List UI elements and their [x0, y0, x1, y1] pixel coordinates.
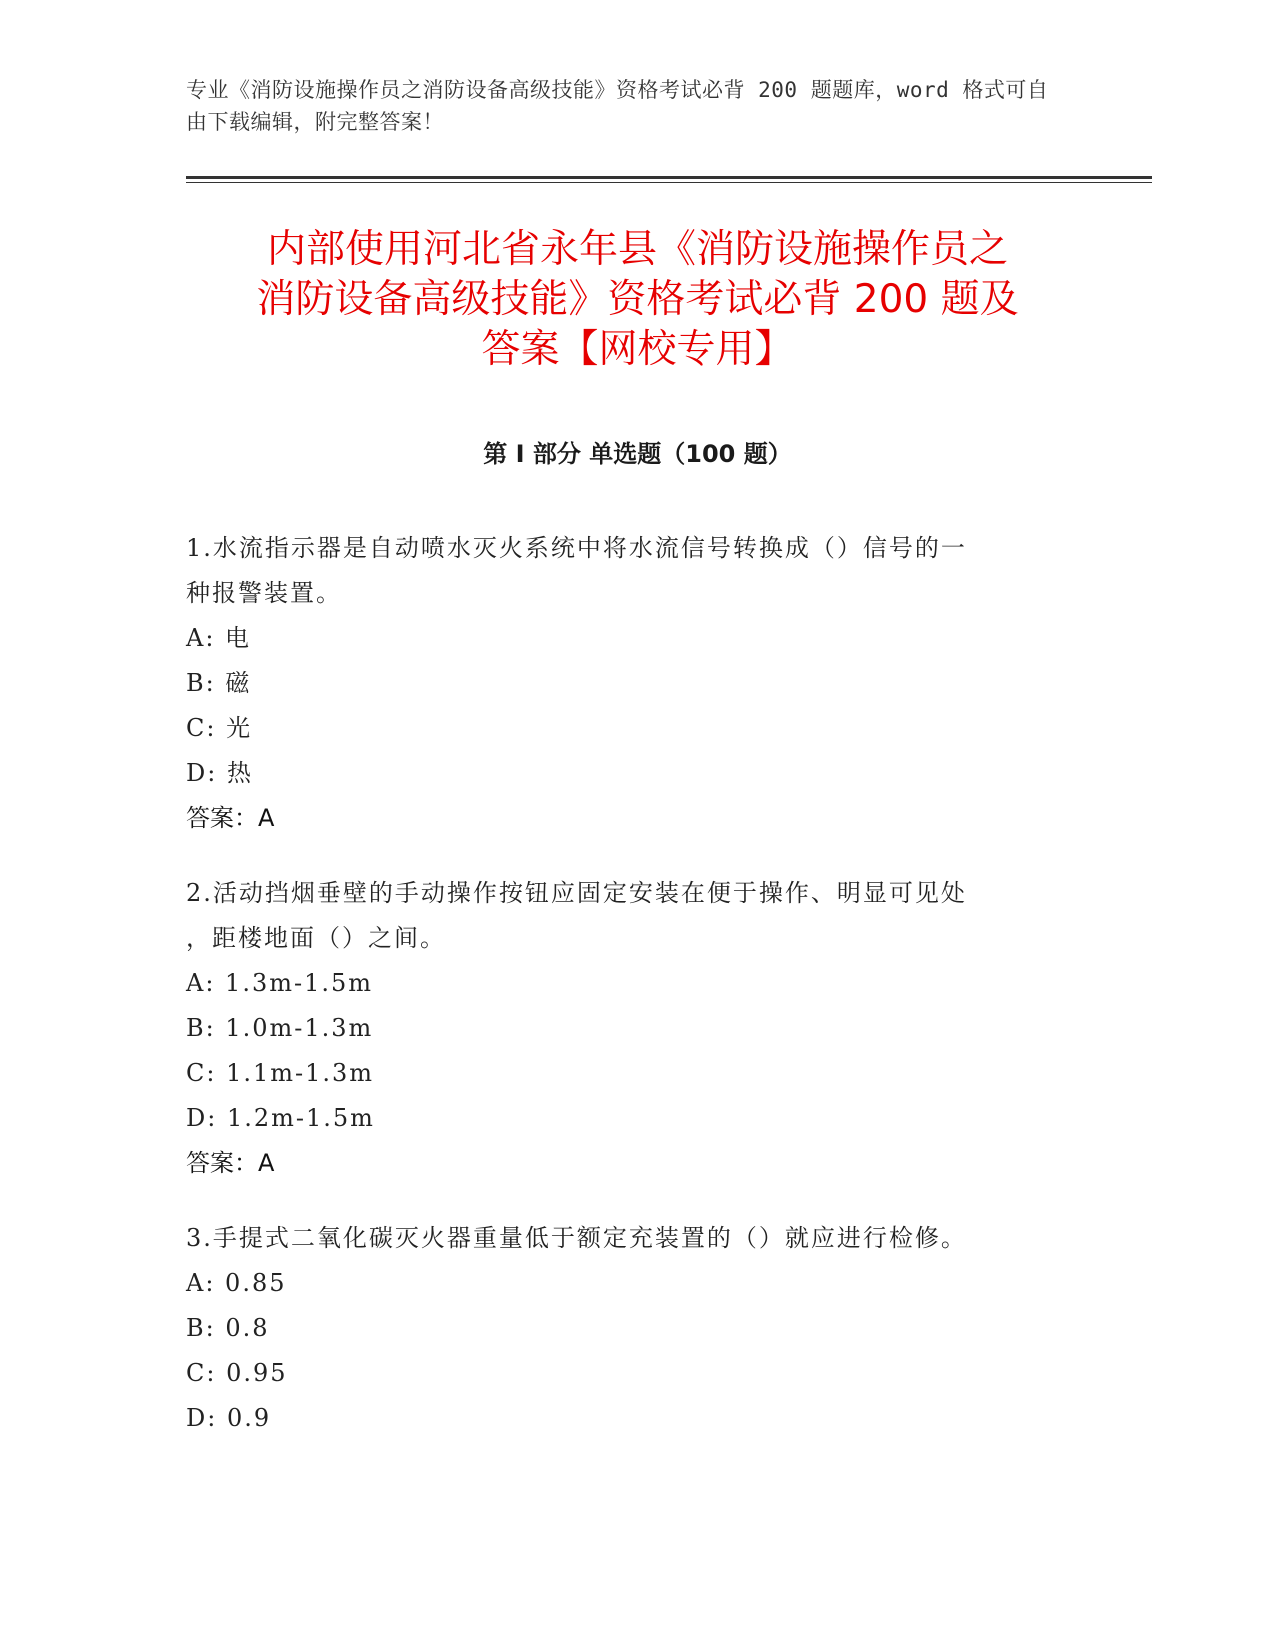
question-list [186, 526, 1066, 1471]
document-title-line-2: 消防设备高级技能》资格考试必背 200 题及 [256, 277, 1019, 322]
question-2-option-a: A: 1.3m-1.5m [186, 969, 374, 997]
question-3-stem-line-1: 3.手提式二氧化碳灭火器重量低于额定充装置的（）就应进行检修。 [186, 1224, 967, 1252]
question-3-option-d: D: 0.9 [186, 1404, 272, 1432]
question-2 [186, 871, 1066, 1186]
question-1-stem-line-2: 种报警装置。 [186, 579, 342, 607]
question-3-option-b: B: 0.8 [186, 1314, 270, 1342]
question-3 [186, 1216, 1066, 1441]
header-rule-thick [186, 176, 1152, 179]
question-2-stem-line-2: ，距楼地面（）之间。 [186, 924, 446, 952]
question-2-stem-line-1: 2.活动挡烟垂壁的手动操作按钮应固定安装在便于操作、明显可见处 [186, 879, 967, 907]
document-title-line-3: 答案【网校专用】 [481, 327, 794, 372]
question-1-option-c: C: 光 [186, 714, 253, 742]
question-1-option-a: A: 电 [186, 624, 252, 652]
question-2-option-b: B: 1.0m-1.3m [186, 1014, 374, 1042]
document-title [170, 225, 1105, 375]
question-3-option-a: A: 0.85 [186, 1269, 287, 1297]
question-1-stem-line-1: 1.水流指示器是自动喷水灭火系统中将水流信号转换成（）信号的一 [186, 534, 967, 562]
question-1-option-d: D: 热 [186, 759, 253, 787]
question-2-option-d: D: 1.2m-1.5m [186, 1104, 375, 1132]
question-3-option-c: C: 0.95 [186, 1359, 288, 1387]
question-2-option-c: C: 1.1m-1.3m [186, 1059, 375, 1087]
question-1-answer: 答案：A [186, 804, 275, 832]
question-1-option-b: B: 磁 [186, 669, 252, 697]
document-title-line-1: 内部使用河北省永年县《消防设施操作员之 [266, 227, 1008, 272]
header-note: 专业《消防设施操作员之消防设备高级技能》资格考试必背 200 题题库，word 格式可自由下载编辑，附完整答案！ [186, 78, 1049, 134]
question-2-answer: 答案：A [186, 1149, 275, 1177]
section-title: 第 I 部分 单选题（100 题） [483, 440, 792, 468]
question-1 [186, 526, 1066, 841]
header-rule-thin [186, 182, 1152, 183]
